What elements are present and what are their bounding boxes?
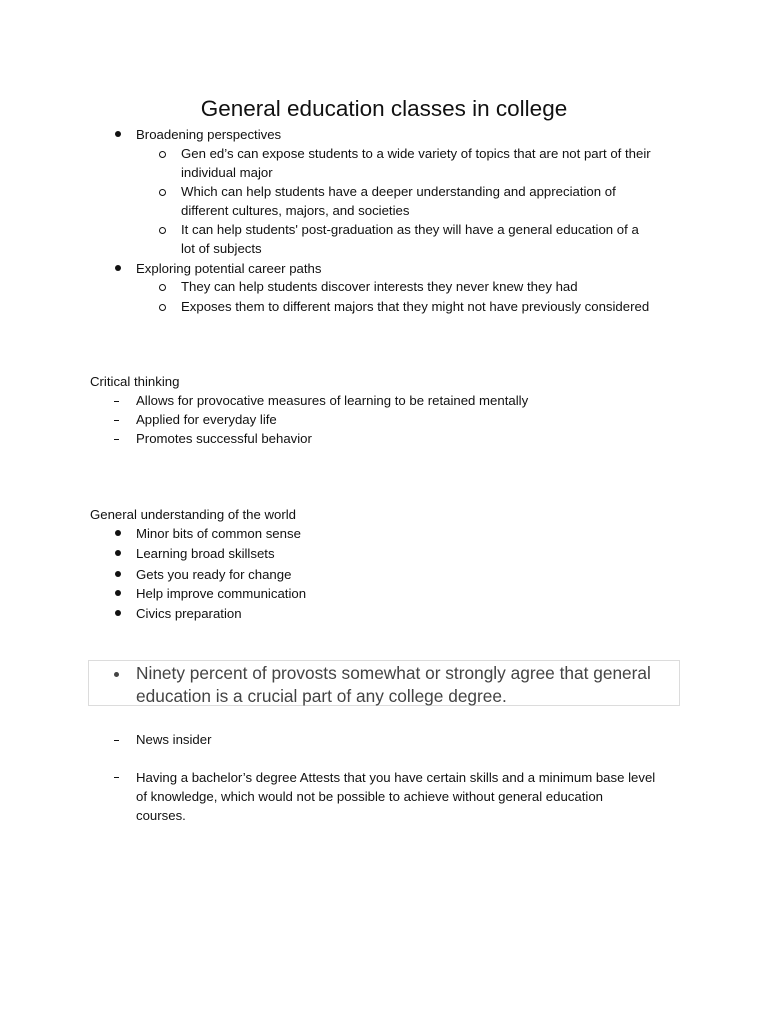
bullet-marker <box>115 610 121 616</box>
sub-bullet-marker <box>159 304 166 311</box>
list-item: Civics preparation <box>136 606 242 621</box>
quote-text-line: education is a crucial part of any college degree. <box>136 686 507 706</box>
list-item: Having a bachelor’s degree Attests that you have certain skills and a minimum base level <box>136 770 656 785</box>
dash-marker <box>114 401 119 402</box>
list-subitem: They can help students discover interests they never knew they had <box>181 279 578 294</box>
list-item: Gets you ready for change <box>136 567 292 582</box>
bullet-marker <box>115 131 121 137</box>
list-item: Promotes successful behavior <box>136 431 312 446</box>
list-subitem: Gen ed’s can expose students to a wide variety of topics that are not part of their <box>181 146 651 161</box>
bullet-marker <box>115 530 121 536</box>
list-item: Allows for provocative measures of learning to be retained mentally <box>136 393 529 408</box>
dash-marker <box>114 439 119 440</box>
list-subitem-continued: lot of subjects <box>181 241 262 256</box>
page-title: General education classes in college <box>200 96 568 121</box>
section-heading: Critical thinking <box>90 374 180 389</box>
list-item: Exploring potential career paths <box>136 261 322 276</box>
list-item: Broadening perspectives <box>136 127 282 142</box>
list-subitem: It can help students' post-graduation as they will have a general education of a <box>181 222 639 237</box>
list-item: Applied for everyday life <box>136 412 277 427</box>
bullet-marker <box>115 571 121 577</box>
list-item: News insider <box>136 732 212 747</box>
section-heading: General understanding of the world <box>90 507 297 522</box>
list-subitem-continued: different cultures, majors, and societies <box>181 203 410 218</box>
list-item: Minor bits of common sense <box>136 526 301 541</box>
dash-marker <box>114 420 119 421</box>
quote-text-line: Ninety percent of provosts somewhat or strongly agree that general <box>136 663 651 683</box>
list-item-continued: courses. <box>136 808 186 823</box>
list-subitem: Which can help students have a deeper understanding and appreciation of <box>181 184 616 199</box>
bullet-marker <box>114 672 119 677</box>
dash-marker <box>114 740 119 741</box>
sub-bullet-marker <box>159 151 166 158</box>
list-subitem: Exposes them to different majors that they might not have previously considered <box>181 299 650 314</box>
sub-bullet-marker <box>159 227 166 234</box>
bullet-marker <box>115 265 121 271</box>
list-item: Learning broad skillsets <box>136 546 275 561</box>
list-item-continued: of knowledge, which would not be possible to achieve without general education <box>136 789 603 804</box>
dash-marker <box>114 777 119 778</box>
bullet-marker <box>115 550 121 556</box>
bullet-marker <box>115 590 121 596</box>
list-item: Help improve communication <box>136 586 307 601</box>
list-subitem-continued: individual major <box>181 165 273 180</box>
sub-bullet-marker <box>159 284 166 291</box>
sub-bullet-marker <box>159 189 166 196</box>
